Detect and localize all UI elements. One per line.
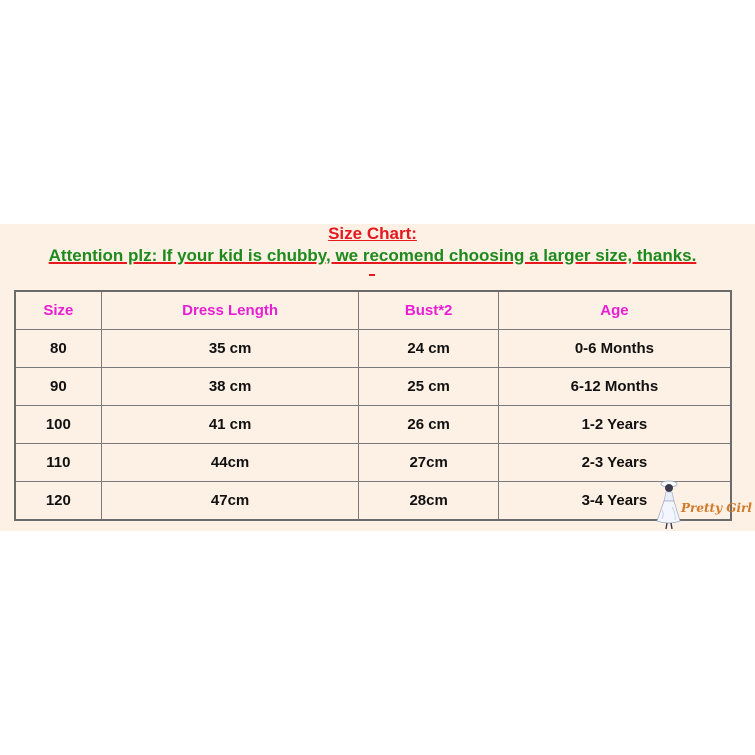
cell-size: 90 <box>15 368 101 406</box>
cell-bust: 25 cm <box>359 368 498 406</box>
girl-silhouette-icon <box>652 479 682 531</box>
cell-bust: 24 cm <box>359 330 498 368</box>
table-row <box>15 368 731 406</box>
cell-bust: 27cm <box>359 444 498 482</box>
pretty-girl-logo <box>652 479 752 531</box>
cell-dress-length: 38 cm <box>101 368 359 406</box>
cell-bust: 28cm <box>359 482 498 521</box>
cell-size: 120 <box>15 482 101 521</box>
cell-age: 2-3 Years <box>498 444 731 482</box>
cell-size: 80 <box>15 330 101 368</box>
red-dash <box>369 274 375 276</box>
cell-age: 1-2 Years <box>498 406 731 444</box>
table-row <box>15 482 731 521</box>
header-dress-length: Dress Length <box>101 291 359 330</box>
size-chart-panel <box>0 224 755 531</box>
table-row <box>15 444 731 482</box>
cell-size: 110 <box>15 444 101 482</box>
size-chart-title: Size Chart: <box>328 224 417 243</box>
table-row <box>15 330 731 368</box>
size-table <box>14 290 732 521</box>
logo-text: Pretty Girl <box>681 501 752 515</box>
cell-age: 3-4 Years <box>498 482 731 521</box>
header-size: Size <box>15 291 101 330</box>
attention-notice: Attention plz: If your kid is chubby, we recomend choosing a larger size, thanks. <box>48 246 697 265</box>
cell-dress-length: 35 cm <box>101 330 359 368</box>
header-bust: Bust*2 <box>359 291 498 330</box>
cell-dress-length: 41 cm <box>101 406 359 444</box>
cell-dress-length: 47cm <box>101 482 359 521</box>
header-age: Age <box>498 291 731 330</box>
cell-bust: 26 cm <box>359 406 498 444</box>
table-header-row <box>15 291 731 330</box>
cell-size: 100 <box>15 406 101 444</box>
cell-age: 0-6 Months <box>498 330 731 368</box>
table-row <box>15 406 731 444</box>
cell-age: 6-12 Months <box>498 368 731 406</box>
cell-dress-length: 44cm <box>101 444 359 482</box>
